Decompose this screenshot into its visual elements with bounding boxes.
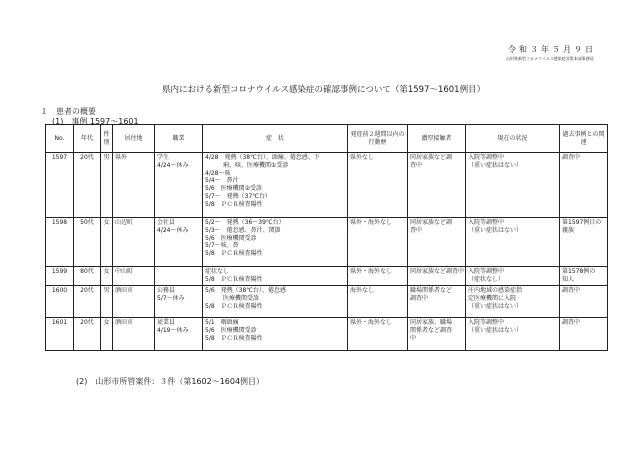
cell-line: 5/8 ＰＣＲ検査陽性 [205,302,263,310]
cell-status [466,286,560,318]
report-date: 令和３年５月９日 [508,45,596,54]
header-residence: 居住地 [113,125,155,153]
cell-contacts [408,218,466,267]
cell-line: 5/7〜咳、鼻 [205,242,239,250]
cell-residence: 酒田市 [113,318,155,351]
cell-symptoms [203,153,348,218]
cell-line: 調査中 [562,154,581,161]
header-symptoms: 症 状 [203,125,348,153]
cell-residence: 酒田市 [113,286,155,318]
cell-line: 4/24〜休み [157,226,189,234]
cell-residence: 中山町 [113,267,155,286]
cell-no: 1601 [46,318,74,351]
cell-no: 1600 [46,286,74,318]
header-sex: 性別 [101,125,113,153]
cell-age: 80代 [74,267,101,286]
cell-sex: 女 [101,318,113,351]
header-no: No. [46,125,74,153]
cell-line: （重い症状はない） [468,326,523,334]
header-travel: 発症前２週間以内の行動歴 [348,125,408,153]
table-row [46,153,608,218]
cell-line: 5/8 ＰＣＲ検査陽性 [205,334,263,342]
cell-travel: 海外なし [348,286,408,318]
subsection-heading-cases: (1) 事例 1597〜1601 [52,117,139,126]
cell-contacts [408,267,466,286]
cell-occupation [155,318,203,351]
cell-line: 5/6 医療機関受診 [205,234,257,242]
cell-line: 従業員 [157,319,176,326]
cell-status [466,218,560,267]
cell-line: 親族 [562,226,575,234]
cell-relation [560,153,608,218]
cell-occupation [155,218,203,267]
table-row [46,218,608,267]
cell-line: 同居家族など調 [410,154,453,161]
cell-age: 20代 [74,318,101,351]
cell-line: 症状なし [205,268,230,275]
cell-line: （重い症状はない） [468,226,523,234]
cell-line: 査中 [410,161,423,169]
table-row [46,286,608,318]
cell-line: 同居家族、職場 [410,319,453,326]
cell-no: 1597 [46,153,74,218]
cell-line: 定医療機関に入院 [468,294,517,302]
cell-line: 学生 [157,154,170,161]
cell-contacts [408,286,466,318]
cell-line: 5/6 医療機関②受診 [205,185,263,193]
cell-relation [560,318,608,351]
cell-line: 同居家族など調 [410,219,453,226]
cell-line: 5/1 咽頭痛 [205,319,239,326]
cell-status [466,153,560,218]
document-title: 県内における新型コロナウイルス感染症の確認事例について（第1597〜1601例目） [162,85,486,95]
cell-contacts [408,153,466,218]
cell-line: 公務員 [157,287,176,294]
cell-line: 査中 [410,226,423,234]
cell-line: 第1597例目の [562,219,602,226]
table-header-row [46,125,608,153]
cell-line: 5/4〜 鼻汁 [205,177,239,185]
subsection-heading-yamagata-city: (2) 山形市所管案件：３件（第1602〜1604例目） [76,377,265,386]
cell-line: 4/28〜咳 [205,169,231,177]
cell-travel: 県外なし [348,153,408,218]
cell-line: 5/3〜 倦怠感、鼻汁、関節 [205,226,281,234]
cell-line: 5/8 ＰＣＲ検査陽性 [205,275,263,283]
cell-line: 4/19〜休み [157,326,189,334]
cell-relation [560,218,608,267]
cell-occupation [155,267,203,286]
cell-line: 5/2〜 発熱（36〜39℃台） [205,219,285,226]
cell-line: 関係者など調査 [410,326,453,334]
cell-symptoms [203,218,348,267]
cell-occupation [155,153,203,218]
cell-line: 5/6 医療機関受診 [205,326,257,334]
cell-line: 職場関係者など [410,287,453,294]
cell-line: 5/7〜 発熱（37℃台） [205,192,272,200]
cell-line: 同居家族など調査中 [410,268,465,275]
cell-sex: 女 [101,218,113,267]
cell-contacts [408,318,466,351]
cell-line: 医療機関受診 [205,294,260,302]
cell-residence: 県外 [113,153,155,218]
cell-occupation [155,286,203,318]
cell-line: 入院等調整中 [468,268,505,275]
cell-no: 1598 [46,218,74,267]
cell-line: 入院等調整中 [468,154,505,161]
cell-line: 4/28 発熱（38℃台）、頭痛、倦怠感、下 [205,154,320,161]
header-age: 年代 [74,125,101,153]
cell-relation [560,286,608,318]
cell-line: 痢、咳、医療機関①受診 [205,161,289,169]
cell-symptoms [203,318,348,351]
cell-line: 入院等調整中 [468,219,505,226]
cell-line: 調査中 [410,294,429,302]
cell-no: 1599 [46,267,74,286]
cell-line: （重い症状はない） [468,161,523,169]
table-row [46,267,608,286]
cell-line: 4/24〜休み [157,161,189,169]
cell-line: 会社員 [157,219,176,226]
cell-line: 第1578例の [562,268,596,275]
cell-age: 20代 [74,286,101,318]
cell-line: 庄内地域の感染症指 [468,287,523,294]
cell-line: （重い症状はない） [468,302,523,310]
cell-residence: 山辺町 [113,218,155,267]
cell-line: 知人 [562,275,575,283]
table-row [46,318,608,351]
cell-line: 調査中 [562,287,581,294]
cell-sex: 女 [101,267,113,286]
header-contacts: 濃厚接触者 [408,125,466,153]
case-table [45,124,608,351]
cell-line: （症状なし） [468,275,505,283]
cell-line: 調査中 [562,319,581,326]
section-heading-patients: １ 患者の概要 [40,107,96,116]
cell-line: 中 [410,334,417,342]
cell-travel: 県外・海外なし [348,218,408,267]
cell-status [466,267,560,286]
cell-line: 5/8 ＰＣＲ検査陽性 [205,250,263,258]
cell-line: 5/8 ＰＣＲ検査陽性 [205,200,263,208]
header-occupation: 職業 [155,125,203,153]
header-status: 現在の状況 [466,125,560,153]
cell-line: 入院等調整中 [468,319,505,326]
cell-sex: 男 [101,153,113,218]
cell-age: 20代 [74,153,101,218]
header-relation: 過去事例との関連 [560,125,608,153]
cell-age: 50代 [74,218,101,267]
cell-line: 5/6 発熱（38℃台）、倦怠感 [205,287,287,294]
cell-travel: 県外・海外なし [348,267,408,286]
cell-sex: 男 [101,286,113,318]
cell-symptoms [203,267,348,286]
issuing-office: 山形県新型コロナウイルス感染症対策本部事務局 [506,56,594,61]
cell-status [466,318,560,351]
cell-line: 5/7〜休み [157,294,185,302]
cell-relation [560,267,608,286]
cell-symptoms [203,286,348,318]
cell-travel: 県外・海外なし [348,318,408,351]
